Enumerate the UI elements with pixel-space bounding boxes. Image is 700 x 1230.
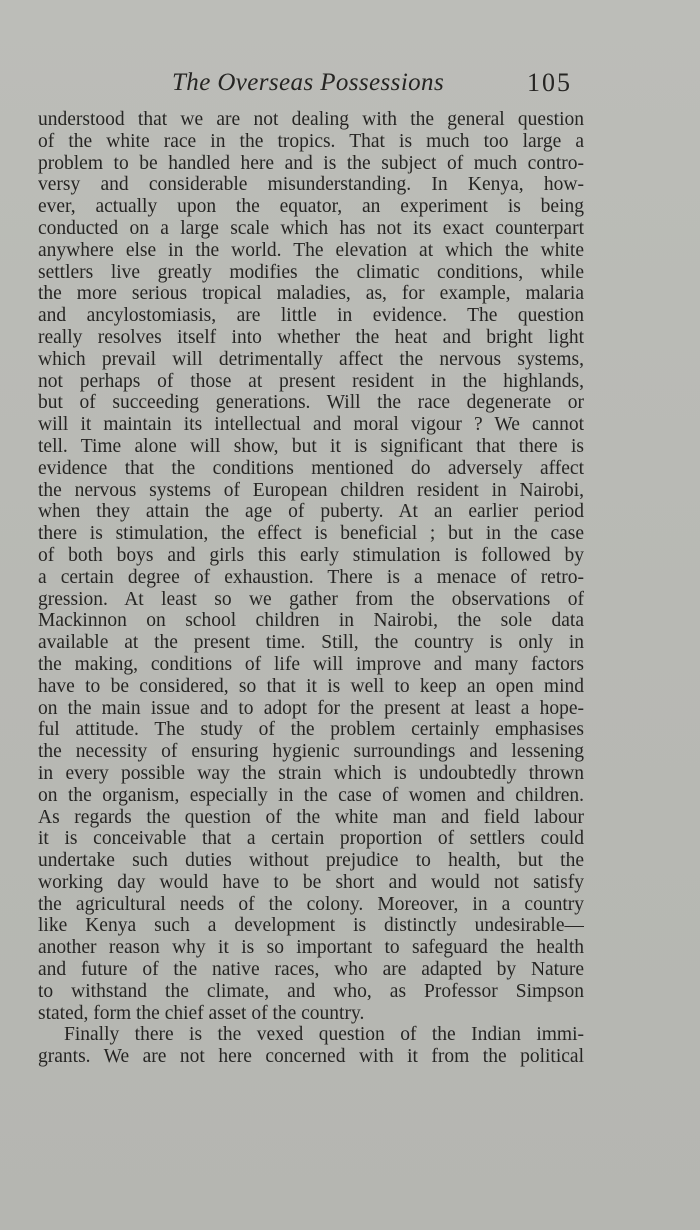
- text-line: available at the present time. Still, the country is only in: [38, 632, 584, 654]
- text-line: have to be considered, so that it is well to keep an open mind: [38, 675, 584, 697]
- text-line: in every possible way the strain which is undoubtedly thrown: [38, 762, 584, 784]
- text-line: will it maintain its intellectual and moral vigour ? We cannot: [38, 414, 584, 436]
- text-line: evidence that the conditions mentioned do adversely affect: [38, 457, 584, 479]
- text-line: of the white race in the tropics. That is much too large a: [38, 130, 584, 152]
- paragraph-end-line: stated, form the chief asset of the country.: [38, 1002, 365, 1024]
- text-line: and ancylostomiasis, are little in evidence. The question: [38, 305, 584, 327]
- text-line: to withstand the climate, and who, as Professor Simpson: [38, 980, 584, 1002]
- text-line: a certain degree of exhaustion. There is a menace of retro-: [38, 566, 584, 588]
- text-line: when they attain the age of puberty. At an earlier period: [38, 501, 584, 523]
- text-line: another reason why it is so important to safeguard the health: [38, 937, 584, 959]
- text-line: which prevail will detrimentally affect the nervous systems,: [38, 348, 584, 370]
- text-line: understood that we are not dealing with the general question: [38, 109, 584, 130]
- body-text: [38, 109, 584, 1068]
- text-line: the necessity of ensuring hygienic surroundings and lessening: [38, 741, 584, 763]
- text-line: conducted on a large scale which has not its exact counterpart: [38, 217, 584, 239]
- text-line: there is stimulation, the effect is beneficial ; but in the case: [38, 523, 584, 545]
- text-line: it is conceivable that a certain proportion of settlers could: [38, 828, 584, 850]
- text-line: but of succeeding generations. Will the race degenerate or: [38, 392, 584, 414]
- text-line: on the organism, especially in the case of women and children.: [38, 784, 584, 806]
- running-head: [0, 66, 700, 100]
- text-line: grants. We are not here concerned with it from the political: [38, 1046, 584, 1068]
- text-line: and future of the native races, who are adapted by Nature: [38, 959, 584, 981]
- text-line: really resolves itself into whether the heat and bright light: [38, 326, 584, 348]
- text-line: the more serious tropical maladies, as, for example, malaria: [38, 283, 584, 305]
- text-line: ful attitude. The study of the problem certainly emphasises: [38, 719, 584, 741]
- text-line: As regards the question of the white man and field labour: [38, 806, 584, 828]
- text-line: problem to be handled here and is the subject of much contro-: [38, 152, 584, 174]
- text-line: like Kenya such a development is distinctly undesirable—: [38, 915, 584, 937]
- text-line: the nervous systems of European children resident in Nairobi,: [38, 479, 584, 501]
- text-line: settlers live greatly modifies the climatic conditions, while: [38, 261, 584, 283]
- text-line: on the main issue and to adopt for the present at least a hope-: [38, 697, 584, 719]
- text-line: the agricultural needs of the colony. Moreover, in a country: [38, 893, 584, 915]
- text-line: gression. At least so we gather from the observations of: [38, 588, 584, 610]
- text-line: ever, actually upon the equator, an experiment is being: [38, 196, 584, 218]
- text-line: working day would have to be short and would not satisfy: [38, 871, 584, 893]
- text-line: Mackinnon on school children in Nairobi, the sole data: [38, 610, 584, 632]
- text-line: anywhere else in the world. The elevation at which the white: [38, 239, 584, 261]
- running-head-title: The Overseas Possessions: [172, 69, 445, 96]
- paragraph-start-line: Finally there is the vexed question of the Indian immi-: [64, 1024, 584, 1046]
- text-line: versy and considerable misunderstanding. In Kenya, how-: [38, 174, 584, 196]
- page-number: 105: [527, 68, 572, 97]
- text-line: tell. Time alone will show, but it is significant that there is: [38, 435, 584, 457]
- text-line: the making, conditions of life will improve and many factors: [38, 653, 584, 675]
- text-line: undertake such duties without prejudice to health, but the: [38, 850, 584, 872]
- text-line: of both boys and girls this early stimulation is followed by: [38, 544, 584, 566]
- text-line: not perhaps of those at present resident in the highlands,: [38, 370, 584, 392]
